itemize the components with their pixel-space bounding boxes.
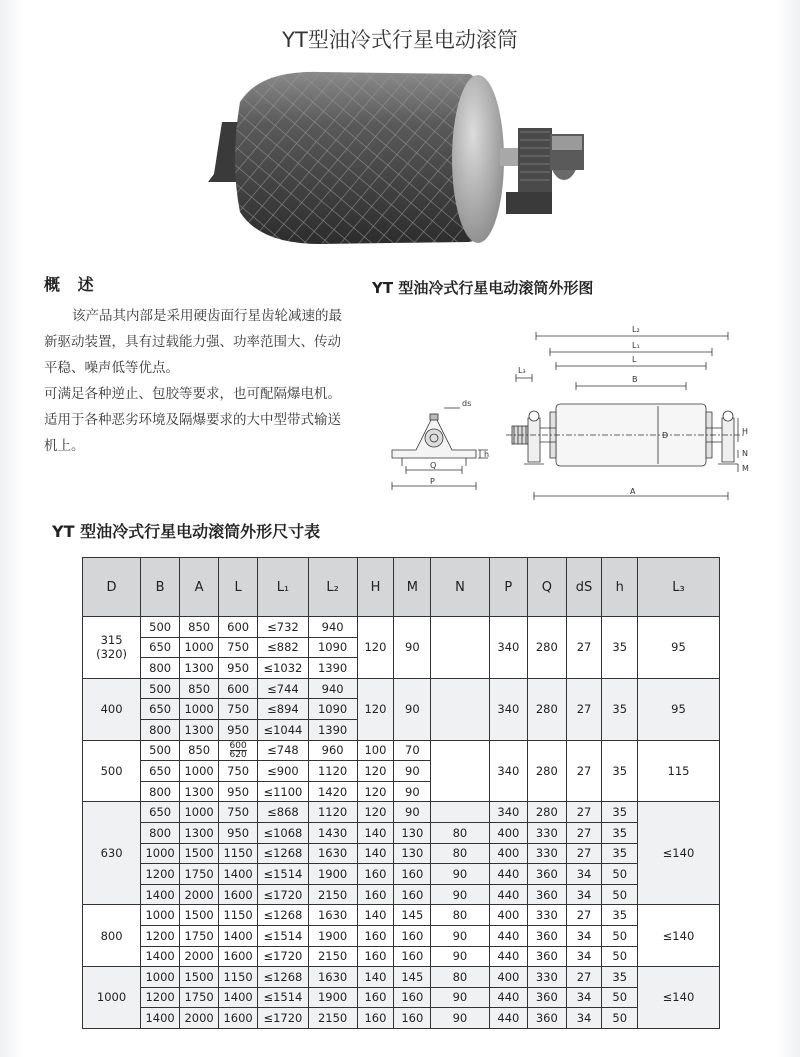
cell-m: 130 — [394, 843, 431, 864]
cell-l: 750 — [219, 802, 258, 823]
cell-l: 600 — [219, 678, 258, 699]
cell-l1: ≤868 — [258, 802, 309, 823]
cell-h-height: 160 — [357, 925, 394, 946]
cell-l: 1400 — [219, 925, 258, 946]
cell-b: 1400 — [141, 946, 180, 967]
cell-q: 280 — [528, 740, 566, 802]
cell-l: 950 — [219, 719, 258, 740]
dim-label-b: B — [632, 375, 638, 384]
cell-q: 360 — [528, 884, 566, 905]
cell-b: 1000 — [141, 843, 180, 864]
cell-a: 1300 — [180, 719, 219, 740]
cell-a: 2000 — [180, 1008, 219, 1029]
cell-l2: 940 — [308, 678, 357, 699]
cell-l2: 1090 — [308, 637, 357, 658]
cell-ds: 27 — [566, 617, 602, 679]
cell-ds: 27 — [566, 843, 602, 864]
dim-label-ds: ds — [462, 399, 472, 408]
cell-a: 2000 — [180, 884, 219, 905]
cell-m: 90 — [394, 761, 431, 782]
dim-label-a: A — [630, 487, 636, 496]
cell-l1: ≤1068 — [258, 822, 309, 843]
cell-h-height: 120 — [357, 678, 394, 740]
cell-a: 850 — [180, 617, 219, 638]
dim-label-m: M — [742, 464, 749, 473]
cell-p: 340 — [489, 740, 527, 802]
cell-n — [431, 678, 489, 740]
cell-m: 145 — [394, 967, 431, 988]
dim-label-p: P — [430, 477, 435, 486]
cell-b: 1000 — [141, 905, 180, 926]
cell-m: 70 — [394, 740, 431, 761]
cell-l2: 940 — [308, 617, 357, 638]
cell-l2: 1390 — [308, 658, 357, 679]
cell-l2: 1090 — [308, 699, 357, 720]
overview-paragraph: 该产品其内部是采用硬齿面行星齿轮减速的最新驱动装置，具有过载能力强、功率范围大、传动平稳、噪声低等优点。 — [44, 308, 342, 376]
cell-ds: 34 — [566, 987, 602, 1008]
column-header: h — [602, 558, 638, 617]
cell-p: 440 — [489, 884, 527, 905]
cell-m: 90 — [394, 781, 431, 802]
cell-h: 35 — [602, 802, 638, 823]
cell-p: 400 — [489, 905, 527, 926]
cell-b: 1200 — [141, 925, 180, 946]
right-page-shade — [778, 0, 800, 1057]
cell-l2: 1120 — [308, 802, 357, 823]
cell-p: 400 — [489, 822, 527, 843]
cell-l: 1150 — [219, 967, 258, 988]
cell-a: 1000 — [180, 802, 219, 823]
cell-b: 650 — [141, 699, 180, 720]
cell-b: 1000 — [141, 967, 180, 988]
column-header: dS — [566, 558, 602, 617]
cell-m: 90 — [394, 617, 431, 679]
cell-l: $\frac{600}{620}$ — [219, 740, 258, 761]
dim-label-q: Q — [430, 461, 437, 470]
cell-m: 160 — [394, 946, 431, 967]
cell-l: 1600 — [219, 1008, 258, 1029]
drum-product-image — [200, 62, 620, 252]
cell-l3: 115 — [637, 740, 719, 802]
table-row — [83, 678, 720, 699]
cell-a: 850 — [180, 678, 219, 699]
cell-n: 80 — [431, 967, 489, 988]
cell-h: 35 — [602, 905, 638, 926]
cell-p: 440 — [489, 864, 527, 885]
cell-h: 50 — [602, 925, 638, 946]
cell-l2: 1430 — [308, 822, 357, 843]
table-row — [83, 822, 720, 843]
cell-l: 950 — [219, 781, 258, 802]
cell-l: 1150 — [219, 843, 258, 864]
cell-h-height: 120 — [357, 617, 394, 679]
cell-q: 360 — [528, 1008, 566, 1029]
cell-a: 1000 — [180, 761, 219, 782]
cell-l2: 1120 — [308, 761, 357, 782]
cell-l3: ≤140 — [637, 967, 719, 1029]
table-group-d-400 — [83, 678, 720, 740]
cell-n — [431, 802, 489, 823]
page-title: YT型油冷式行星电动滚筒 — [282, 28, 518, 52]
cell-l2: 2150 — [308, 946, 357, 967]
cell-h: 35 — [602, 678, 638, 740]
cell-l2: 960 — [308, 740, 357, 761]
cell-a: 2000 — [180, 946, 219, 967]
column-header: L₃ — [637, 558, 719, 617]
cell-d: 800 — [83, 905, 141, 967]
cell-p: 340 — [489, 617, 527, 679]
cell-l: 1600 — [219, 946, 258, 967]
cell-h-height: 160 — [357, 987, 394, 1008]
cell-n: 90 — [431, 884, 489, 905]
table-group-d-500 — [83, 740, 720, 802]
cell-m: 90 — [394, 802, 431, 823]
cell-ds: 27 — [566, 802, 602, 823]
cell-h: 50 — [602, 987, 638, 1008]
cell-ds: 27 — [566, 967, 602, 988]
cell-h: 35 — [602, 740, 638, 802]
cell-l3: 95 — [637, 617, 719, 679]
table-row — [83, 617, 720, 638]
cell-l1: ≤1720 — [258, 884, 309, 905]
column-header: L₁ — [258, 558, 309, 617]
cell-h: 50 — [602, 864, 638, 885]
cell-n: 80 — [431, 843, 489, 864]
cell-l2: 1390 — [308, 719, 357, 740]
cell-l1: ≤1514 — [258, 925, 309, 946]
cell-l: 1150 — [219, 905, 258, 926]
table-header-row — [83, 558, 720, 617]
cell-a: 1750 — [180, 864, 219, 885]
cell-h-height: 160 — [357, 884, 394, 905]
cell-m: 145 — [394, 905, 431, 926]
outline-drawing-heading: YT 型油冷式行星电动滚筒外形图 — [372, 279, 594, 297]
column-header: D — [83, 558, 141, 617]
cell-p: 400 — [489, 843, 527, 864]
overview-heading: 概 述 — [44, 275, 100, 294]
table-row — [83, 967, 720, 988]
cell-l3: 95 — [637, 678, 719, 740]
cell-a: 1500 — [180, 905, 219, 926]
dim-label-l1: L₁ — [632, 341, 640, 350]
column-header: A — [180, 558, 219, 617]
cell-n: 90 — [431, 987, 489, 1008]
cell-q: 360 — [528, 987, 566, 1008]
cell-b: 650 — [141, 637, 180, 658]
cell-l: 950 — [219, 658, 258, 679]
table-row — [83, 1008, 720, 1029]
cell-h-height: 140 — [357, 905, 394, 926]
cell-l1: ≤1268 — [258, 967, 309, 988]
cell-l1: ≤1044 — [258, 719, 309, 740]
cell-l: 1600 — [219, 884, 258, 905]
cell-b: 800 — [141, 658, 180, 679]
cell-q: 330 — [528, 967, 566, 988]
cell-b: 1200 — [141, 987, 180, 1008]
cell-l2: 2150 — [308, 1008, 357, 1029]
cell-h-height: 140 — [357, 843, 394, 864]
cell-b: 500 — [141, 617, 180, 638]
cell-l1: ≤1100 — [258, 781, 309, 802]
cell-l: 750 — [219, 761, 258, 782]
cell-d: 315 (320) — [83, 617, 141, 679]
cell-m: 160 — [394, 884, 431, 905]
cell-a: 1300 — [180, 658, 219, 679]
cell-l1: ≤1268 — [258, 905, 309, 926]
cell-h: 35 — [602, 617, 638, 679]
cell-p: 440 — [489, 946, 527, 967]
overview-paragraph: 可满足各种逆止、包胶等要求，也可配隔爆电机。适用于各种恶劣环境及隔爆要求的大中型带式输送机上。 — [44, 386, 341, 454]
overview-body — [44, 303, 344, 459]
cell-n — [431, 617, 489, 679]
cell-q: 280 — [528, 617, 566, 679]
cell-b: 800 — [141, 719, 180, 740]
cell-l1: ≤732 — [258, 617, 309, 638]
cell-b: 800 — [141, 822, 180, 843]
cell-a: 1000 — [180, 637, 219, 658]
column-header: L — [219, 558, 258, 617]
cell-l2: 1630 — [308, 967, 357, 988]
cell-q: 360 — [528, 946, 566, 967]
table-row — [83, 905, 720, 926]
cell-h: 35 — [602, 822, 638, 843]
cell-q: 360 — [528, 864, 566, 885]
cell-m: 160 — [394, 925, 431, 946]
cell-l1: ≤900 — [258, 761, 309, 782]
dim-label-h-side: h — [484, 450, 490, 459]
cell-h-height: 160 — [357, 1008, 394, 1029]
table-row — [83, 884, 720, 905]
cell-h-height: 160 — [357, 946, 394, 967]
cell-m: 160 — [394, 987, 431, 1008]
table-row — [83, 987, 720, 1008]
cell-a: 1300 — [180, 781, 219, 802]
cell-m: 90 — [394, 678, 431, 740]
cell-l2: 1900 — [308, 987, 357, 1008]
table-group-d-630 — [83, 802, 720, 905]
cell-b: 1200 — [141, 864, 180, 885]
dimension-table — [82, 557, 720, 1029]
cell-q: 280 — [528, 678, 566, 740]
outline-drawing — [380, 316, 760, 512]
dim-label-h-front: H — [742, 427, 749, 436]
cell-l: 1400 — [219, 864, 258, 885]
table-row — [83, 740, 720, 761]
cell-n: 90 — [431, 946, 489, 967]
cell-l: 600 — [219, 617, 258, 638]
cell-h: 50 — [602, 1008, 638, 1029]
dim-label-l: L — [632, 355, 637, 364]
cell-m: 160 — [394, 1008, 431, 1029]
cell-l1: ≤1514 — [258, 864, 309, 885]
cell-d: 1000 — [83, 967, 141, 1029]
cell-l1: ≤1720 — [258, 946, 309, 967]
cell-h-height: 120 — [357, 802, 394, 823]
cell-l1: ≤1514 — [258, 987, 309, 1008]
cell-m: 130 — [394, 822, 431, 843]
cell-h-height: 100 — [357, 740, 394, 761]
cell-l2: 2150 — [308, 884, 357, 905]
cell-b: 500 — [141, 740, 180, 761]
table-group-d-1000 — [83, 967, 720, 1029]
cell-l3: ≤140 — [637, 905, 719, 967]
column-header: H — [357, 558, 394, 617]
cell-l1: ≤1720 — [258, 1008, 309, 1029]
dim-label-l3: L₃ — [518, 366, 526, 375]
cell-a: 1750 — [180, 925, 219, 946]
cell-p: 400 — [489, 967, 527, 988]
dim-label-l2: L₂ — [632, 325, 640, 334]
cell-l2: 1630 — [308, 843, 357, 864]
cell-l: 750 — [219, 699, 258, 720]
cell-l: 950 — [219, 822, 258, 843]
cell-n: 80 — [431, 905, 489, 926]
cell-ds: 27 — [566, 905, 602, 926]
dim-label-n: N — [742, 449, 748, 458]
dimension-table-heading: YT 型油冷式行星电动滚筒外形尺寸表 — [52, 522, 321, 541]
cell-b: 500 — [141, 678, 180, 699]
cell-l1: ≤1032 — [258, 658, 309, 679]
cell-p: 440 — [489, 987, 527, 1008]
cell-ds: 34 — [566, 925, 602, 946]
cell-n: 90 — [431, 864, 489, 885]
cell-l2: 1900 — [308, 925, 357, 946]
cell-ds: 34 — [566, 1008, 602, 1029]
column-header: B — [141, 558, 180, 617]
cell-p: 440 — [489, 925, 527, 946]
table-row — [83, 925, 720, 946]
cell-ds: 27 — [566, 740, 602, 802]
cell-a: 1750 — [180, 987, 219, 1008]
cell-n: 90 — [431, 925, 489, 946]
cell-h-height: 140 — [357, 967, 394, 988]
cell-ds: 34 — [566, 946, 602, 967]
cell-n: 90 — [431, 1008, 489, 1029]
column-header: L₂ — [308, 558, 357, 617]
cell-a: 1500 — [180, 843, 219, 864]
cell-l3: ≤140 — [637, 802, 719, 905]
table-group-d-800 — [83, 905, 720, 967]
cell-h-height: 140 — [357, 822, 394, 843]
cell-a: 850 — [180, 740, 219, 761]
table-row — [83, 946, 720, 967]
cell-q: 360 — [528, 925, 566, 946]
cell-q: 330 — [528, 822, 566, 843]
cell-h-height: 120 — [357, 781, 394, 802]
cell-l2: 1630 — [308, 905, 357, 926]
cell-l: 750 — [219, 637, 258, 658]
table-row — [83, 843, 720, 864]
cell-h-height: 120 — [357, 761, 394, 782]
table-row — [83, 802, 720, 823]
cell-p: 340 — [489, 802, 527, 823]
cell-ds: 34 — [566, 864, 602, 885]
cell-b: 650 — [141, 761, 180, 782]
cell-b: 650 — [141, 802, 180, 823]
cell-b: 1400 — [141, 884, 180, 905]
cell-l: 1400 — [219, 987, 258, 1008]
column-header: P — [489, 558, 527, 617]
cell-h: 35 — [602, 967, 638, 988]
table-row — [83, 864, 720, 885]
cell-l2: 1420 — [308, 781, 357, 802]
cell-b: 800 — [141, 781, 180, 802]
cell-q: 330 — [528, 843, 566, 864]
cell-l1: ≤894 — [258, 699, 309, 720]
cell-n — [431, 740, 489, 802]
column-header: M — [394, 558, 431, 617]
cell-a: 1500 — [180, 967, 219, 988]
cell-d: 500 — [83, 740, 141, 802]
cell-m: 160 — [394, 864, 431, 885]
cell-q: 330 — [528, 905, 566, 926]
dim-label-d: D — [662, 431, 669, 440]
cell-h-height: 160 — [357, 864, 394, 885]
cell-d: 400 — [83, 678, 141, 740]
cell-p: 340 — [489, 678, 527, 740]
cell-l1: ≤1268 — [258, 843, 309, 864]
cell-q: 280 — [528, 802, 566, 823]
cell-h: 35 — [602, 843, 638, 864]
cell-h: 50 — [602, 946, 638, 967]
cell-ds: 27 — [566, 678, 602, 740]
cell-l1: ≤748 — [258, 740, 309, 761]
cell-b: 1400 — [141, 1008, 180, 1029]
column-header: N — [431, 558, 489, 617]
cell-l1: ≤744 — [258, 678, 309, 699]
left-page-shade — [0, 0, 22, 1057]
cell-ds: 34 — [566, 884, 602, 905]
cell-a: 1000 — [180, 699, 219, 720]
cell-a: 1300 — [180, 822, 219, 843]
cell-l2: 1900 — [308, 864, 357, 885]
cell-ds: 27 — [566, 822, 602, 843]
cell-n: 80 — [431, 822, 489, 843]
table-group-d-315 — [83, 617, 720, 679]
cell-h: 50 — [602, 884, 638, 905]
cell-d: 630 — [83, 802, 141, 905]
cell-l1: ≤882 — [258, 637, 309, 658]
cell-p: 440 — [489, 1008, 527, 1029]
column-header: Q — [528, 558, 566, 617]
